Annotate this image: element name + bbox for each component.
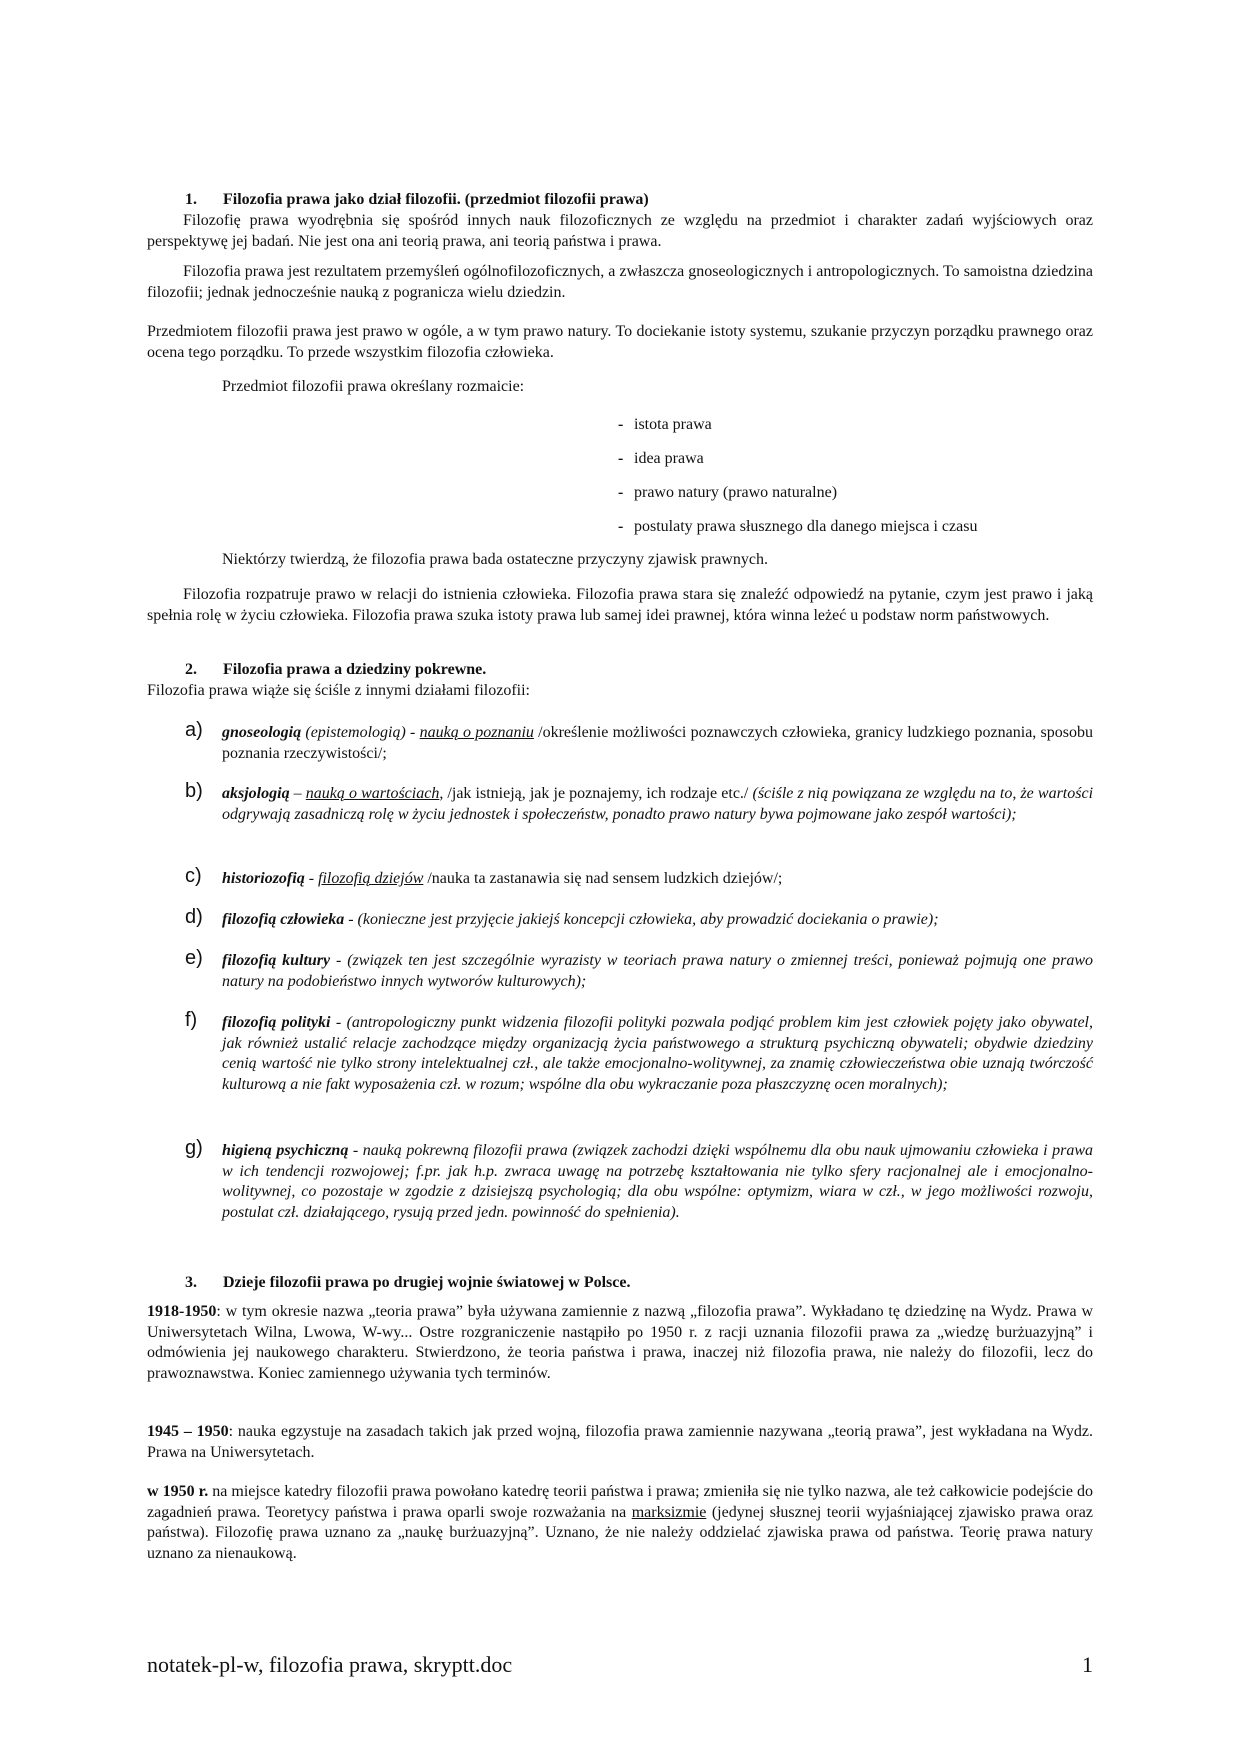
underlined-term: filozofią dziejów: [318, 870, 424, 887]
bold-term: filozofią kultury: [222, 952, 331, 969]
section-title: Dzieje filozofii prawa po drugiej wojnie światowej w Polsce.: [223, 1274, 631, 1291]
bullet-item: [618, 449, 704, 470]
section-heading-2: [185, 660, 1131, 681]
text-run: - (antropologiczny punkt widzenia filozofii polityki pozwala podjąć problem kim jest człowiek pojęty jako obywatel, jak również ustalić relacje zachodzące między organizacją życia państwowego a strukturą psychiczną obywateli; obydwie dziedziny cenią wartość nie tylko strony intelektualnej czł., ale także emocjonalno-wolitywnej, za znamię człowieczeństwa obie uznają twórczość kulturową a nie fakt wyposażenia czł. w rozum; wspólne dla obu wykraczanie poza płaszczyznę ocen moralnych);: [222, 1014, 1093, 1093]
dash-bullet-icon: -: [618, 416, 624, 433]
bullet-text: istota prawa: [634, 416, 712, 433]
bold-term: gnoseologią: [222, 724, 302, 741]
list-item-text: [222, 723, 1093, 764]
list-item-text: [222, 1013, 1093, 1095]
list-item: [185, 719, 1094, 764]
list-letter: g): [185, 1137, 203, 1159]
paragraph: [222, 377, 1022, 398]
text-run: Filozofia prawa wiąże się ściśle z innymi działami filozofii:: [147, 682, 530, 699]
text-run: na miejsce katedry filozofii prawa powołano katedrę teorii państwa i prawa; zmieniła się nie tylko nazwa, ale też całkowicie podejście do zagadnień prawa. Teoretycy państwa i prawa oparli swoje rozważania na: [147, 1483, 1093, 1521]
list-item: [185, 947, 1094, 992]
text-run: /określenie możliwości poznawczych człowieka, granicy ludzkiego poznania, sposobu poznania rzeczywistości/;: [222, 724, 1094, 762]
bullet-text: prawo natury (prawo naturalne): [634, 484, 838, 501]
paragraph: [147, 585, 1093, 626]
text-run: - (konieczne jest przyjęcie jakiejś koncepcji człowieka, aby prowadzić dociekania o prawie);: [344, 911, 939, 928]
text-run: - nauką pokrewną filozofii prawa (związek zachodzi dzięki wspólnemu dla obu nauk ujmowaniu człowieka i prawa w ich tendencji rozwojowej; f.pr. jak h.p. zwraca uwagę na potrzebę kształtowania nie tylko sfery racjonalnej ale i emocjonalno-wolitywnej, co pozostaje w zgodzie z dzisiejszą psychologią; dla obu wspólne: optymizm, wiara w czł., w jego możliwości rozwoju, postulat czł. działającego, rysują przed jedn. powinność do spełnienia).: [222, 1142, 1093, 1221]
text-run: : w tym okresie nazwa „teoria prawa” była używana zamiennie z nazwą „filozofia prawa”. Wykładano tę dziedzinę na Wydz. Prawa w Uniwersytetach Wilna, Lwowa, W-wy... Ostre rozgraniczenie nastąpiło po 1950 r. z racji uznania filozofii prawa za „wiedzę burżuazyjną” i odmówienia jej naukowego charakteru. Stwierdzono, że teoria państwa i prawa, inaczej niż filozofia prawa, nie należy do filozofii, lecz do prawoznawstwa. Koniec zamiennego używania tych terminów.: [147, 1303, 1093, 1382]
bullet-item: [618, 415, 712, 436]
list-item-text: [222, 784, 1093, 825]
paragraph: [147, 1302, 1093, 1384]
text-run: (epistemologią) -: [301, 724, 420, 741]
bullet-item: [618, 517, 977, 538]
page-footer: [147, 1652, 1093, 1678]
underlined-term: nauką o wartościach: [305, 785, 440, 802]
text-run: (ściśle z nią powiązana ze względu na to, że wartości odgrywają zasadniczą rolę w życiu jednostek i społeczeństw, ponadto prawo natury bywa pojmowane jako zespół wartości);: [222, 785, 1094, 823]
list-item: [185, 865, 1093, 890]
section-number: 3.: [185, 1274, 197, 1291]
text-run: Filozofia prawa jest rezultatem przemyśleń ogólnofilozoficznych, a zwłaszcza gnoseologicznych i antropologicznych. To samoistna dziedzina filozofii; jednak jednocześnie nauką z pogranicza wielu dziedzin.: [147, 263, 1093, 301]
list-letter: a): [185, 719, 203, 741]
bold-term: w 1950 r.: [147, 1483, 209, 1500]
list-item-text: [222, 910, 1093, 931]
dash-bullet-icon: -: [618, 484, 624, 501]
footer-filename: notatek-pl-w, filozofia prawa, skryptt.doc: [147, 1652, 513, 1677]
text-run: : nauka egzystuje na zasadach takich jak przed wojną, filozofia prawa zamiennie nazywana „teorią prawa”, jest wykładana na Wydz. Prawa na Uniwersytetach.: [147, 1423, 1094, 1461]
list-letter: c): [185, 865, 202, 887]
paragraph: [147, 211, 1093, 252]
bold-term: aksjologią: [222, 785, 290, 802]
list-letter: f): [185, 1009, 198, 1031]
bold-term: 1918-1950: [147, 1303, 217, 1320]
text-run: Przedmiot filozofii prawa określany rozmaicie:: [222, 378, 525, 395]
list-item: [185, 780, 1094, 825]
text-run: –: [289, 785, 306, 802]
underlined-term: nauką o poznaniu: [419, 724, 534, 741]
list-letter: e): [185, 947, 203, 969]
list-item-text: [222, 951, 1093, 992]
bold-term: 1945 – 1950: [147, 1423, 229, 1440]
list-item: [185, 906, 1093, 931]
page-number: 1: [1082, 1652, 1093, 1677]
text-run: -: [304, 870, 319, 887]
list-item-text: [222, 1141, 1093, 1223]
text-run: (jedynej słusznej teorii wyjaśniającej zjawisko prawa oraz państwa). Filozofię prawa uznano za „naukę burżuazyjną”. Uznano, że nie należy oddzielać zjawiska prawa od państwa. Teorię prawa natury uznano za nienaukową.: [147, 1503, 1094, 1562]
bullet-text: idea prawa: [634, 450, 704, 467]
section-number: 2.: [185, 661, 197, 678]
bullet-item: [618, 483, 837, 504]
text-run: , /jak istnieją, jak je poznajemy, ich rodzaje etc./: [439, 785, 753, 802]
paragraph: [147, 262, 1093, 303]
list-letter: b): [185, 780, 203, 802]
section-heading-1: [185, 190, 1131, 211]
list-item: [185, 1009, 1093, 1095]
bullet-text: postulaty prawa słusznego dla danego miejsca i czasu: [634, 518, 978, 535]
underlined-term: marksizmie: [631, 1503, 707, 1521]
bold-term: higieną psychiczną: [222, 1142, 349, 1159]
bold-term: historiozofią: [222, 870, 305, 887]
list-letter: d): [185, 906, 203, 928]
dash-bullet-icon: -: [618, 450, 624, 467]
text-run: Przedmiotem filozofii prawa jest prawo w ogóle, a w tym prawo natury. To dociekanie istoty systemu, szukanie przyczyn porządku prawnego oraz ocena tego porządku. To przede wszystkim filozofia człowieka.: [147, 323, 1093, 361]
section-number: 1.: [185, 191, 197, 208]
bold-term: filozofią polityki: [222, 1014, 331, 1031]
paragraph: [147, 681, 1093, 702]
paragraph: [147, 1422, 1093, 1463]
section-heading-3: [185, 1273, 1131, 1294]
text-run: Filozofia rozpatruje prawo w relacji do istnienia człowieka. Filozofia prawa stara się znaleźć odpowiedź na pytanie, czym jest prawo i jaką spełnia rolę w życiu człowieka. Filozofia prawa szuka istoty prawa lub samej idei prawnej, która winna leżeć u podstaw norm państwowych.: [147, 586, 1093, 624]
text-run: - (związek ten jest szczególnie wyrazisty w teoriach prawa natury o zmiennej treści, ponieważ pojmują one prawo natury na podobieństwo innych wytworów kulturowych);: [222, 952, 1094, 990]
paragraph: [147, 1482, 1093, 1564]
paragraph: [147, 322, 1093, 363]
bold-term: filozofią człowieka: [222, 911, 345, 928]
list-item: [185, 1137, 1093, 1223]
list-item-text: [222, 869, 1093, 890]
text-run: Niektórzy twierdzą, że filozofia prawa bada ostateczne przyczyny zjawisk prawnych.: [222, 551, 768, 568]
paragraph: [222, 550, 1092, 571]
dash-bullet-icon: -: [618, 518, 624, 535]
section-title: Filozofia prawa jako dział filozofii. (przedmiot filozofii prawa): [223, 191, 649, 208]
text-run: /nauka ta zastanawia się nad sensem ludzkich dziejów/;: [423, 870, 783, 887]
text-run: Filozofię prawa wyodrębnia się spośród innych nauk filozoficznych ze względu na przedmiot i charakter zadań wyjściowych oraz perspektywę jej badań. Nie jest ona ani teorią prawa, ani teorią państwa i prawa.: [147, 212, 1093, 250]
section-title: Filozofia prawa a dziedziny pokrewne.: [223, 661, 487, 678]
